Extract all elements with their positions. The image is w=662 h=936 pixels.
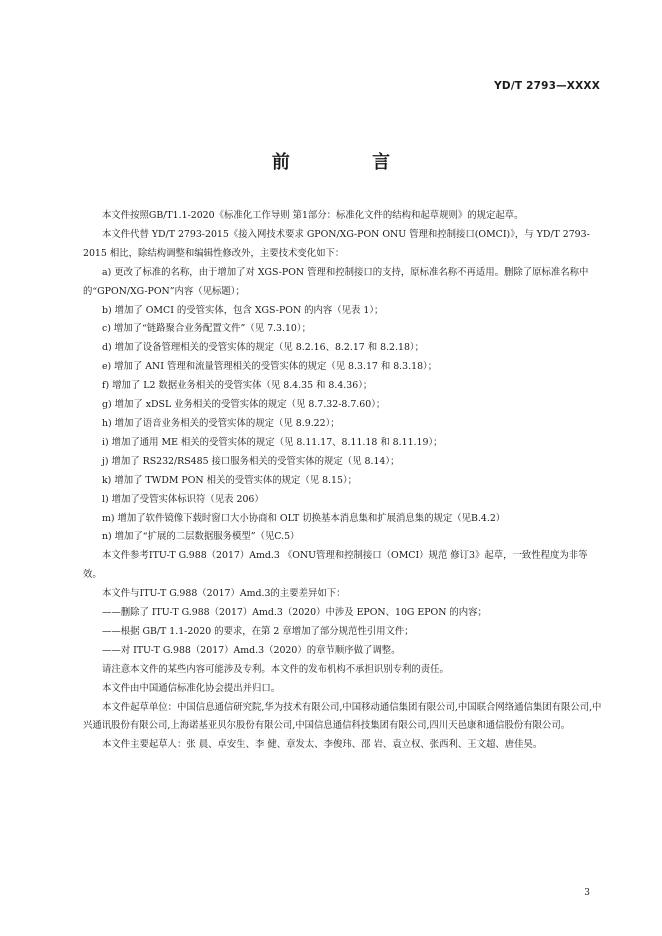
change-item-n: n) 增加了“扩展的二层数据服务模型”（见C.5）	[102, 531, 300, 543]
change-item-a: a) 更改了标准的名称，由于增加了对 XGS-PON 管理和控制接口的支持，原标准名称不再适用。删除了原标准名称中的“GPON/XG-PON”内容（见标题）；	[83, 266, 589, 297]
difference-item-3: ——对 ITU-T G.988（2017）Amd.3（2020）的章节顺序做了调整。	[102, 644, 401, 656]
difference-item-1: ——删除了 ITU-T G.988（2017）Amd.3（2020）中涉及 EPON、10G EPON 的内容；	[102, 607, 487, 619]
document-code: YD/T 2793—XXXX	[494, 80, 600, 92]
change-item-b: b) 增加了 OMCI 的受管实体，包含 XGS-PON 的内容（见表 1）；	[102, 304, 384, 316]
change-item-i: i) 增加了通用 ME 相关的受管实体的规定（见 8.11.17、8.11.18 和 8.11.19）；	[102, 436, 443, 448]
change-item-k: k) 增加了 TWDM PON 相关的受管实体的规定（见 8.15）；	[102, 474, 357, 486]
paragraph-proposer: 本文件由中国通信标准化协会提出并归口。	[102, 682, 281, 694]
paragraph-drafting-rule: 本文件按照GB/T1.1-2020《标准化工作导则 第1部分：标准化文件的结构和起草规则》的规定起草。	[102, 210, 524, 221]
paragraph-reference: 本文件参考ITU-T G.988（2017）Amd.3 《ONU管理和控制接口（OMCI）规范 修订3》起草，一致性程度为非等效。	[83, 550, 588, 581]
change-item-g: g) 增加了 xDSL 业务相关的受管实体的规定（见 8.7.32-8.7.60）；	[102, 399, 386, 411]
change-item-f: f) 增加了 L2 数据业务相关的受管实体（见 8.4.35 和 8.4.36）；	[102, 380, 373, 392]
change-item-d: d) 增加了设备管理相关的受管实体的规定（见 8.2.16、8.2.17 和 8.2.18）；	[102, 342, 424, 354]
change-item-h: h) 增加了语音业务相关的受管实体的规定（见 8.9.22）；	[102, 417, 340, 429]
paragraph-drafting-units: 本文件起草单位：中国信息通信研究院,华为技术有限公司,中国移动通信集团有限公司,中国联合网络通信集团有限公司,中兴通讯股份有限公司,上海诺基亚贝尔股份有限公司,中国信息通信科技集团有限公司,四川天邑康和通信股份有限公司。	[83, 701, 602, 732]
foreword-body	[83, 207, 603, 755]
change-item-c: c) 增加了“链路聚合业务配置文件”（见 7.3.10）；	[102, 323, 311, 335]
paragraph-drafters: 本文件主要起草人：张 晨、卓安生、李 健、章发太、李俊玮、邵 岩、袁立权、张西利、王文超、唐佳昊。	[102, 739, 543, 751]
change-item-m: m) 增加了软件镜像下载时窗口大小协商和 OLT 切换基本消息集和扩展消息集的规定（见B.4.2）	[102, 512, 506, 524]
difference-item-2: ——根据 GB/T 1.1-2020 的要求，在第 2 章增加了部分规范性引用文件；	[102, 625, 414, 637]
change-item-l: l) 增加了受管实体标识符（见表 206）	[102, 493, 264, 505]
change-item-e: e) 增加了 ANI 管理和流量管理相关的受管实体的规定（见 8.3.17 和 8.3.18）；	[102, 361, 438, 373]
paragraph-replaces: 本文件代替 YD/T 2793-2015《接入网技术要求 GPON/XG-PON ONU 管理和控制接口(OMCI)》，与 YD/T 2793-2015 相比，除结构调整和编辑性修改外，主要技术变化如下：	[83, 228, 590, 259]
change-item-j: j) 增加了 RS232/RS485 接口服务相关的受管实体的规定（见 8.14）；	[102, 455, 400, 467]
page-number: 3	[584, 888, 590, 898]
page-title: 前 言	[271, 152, 429, 173]
paragraph-patent-notice: 请注意本文件的某些内容可能涉及专利。本文件的发布机构不承担识别专利的责任。	[102, 663, 449, 675]
paragraph-differences: 本文件与ITU-T G.988（2017）Amd.3的主要差异如下：	[102, 588, 346, 600]
